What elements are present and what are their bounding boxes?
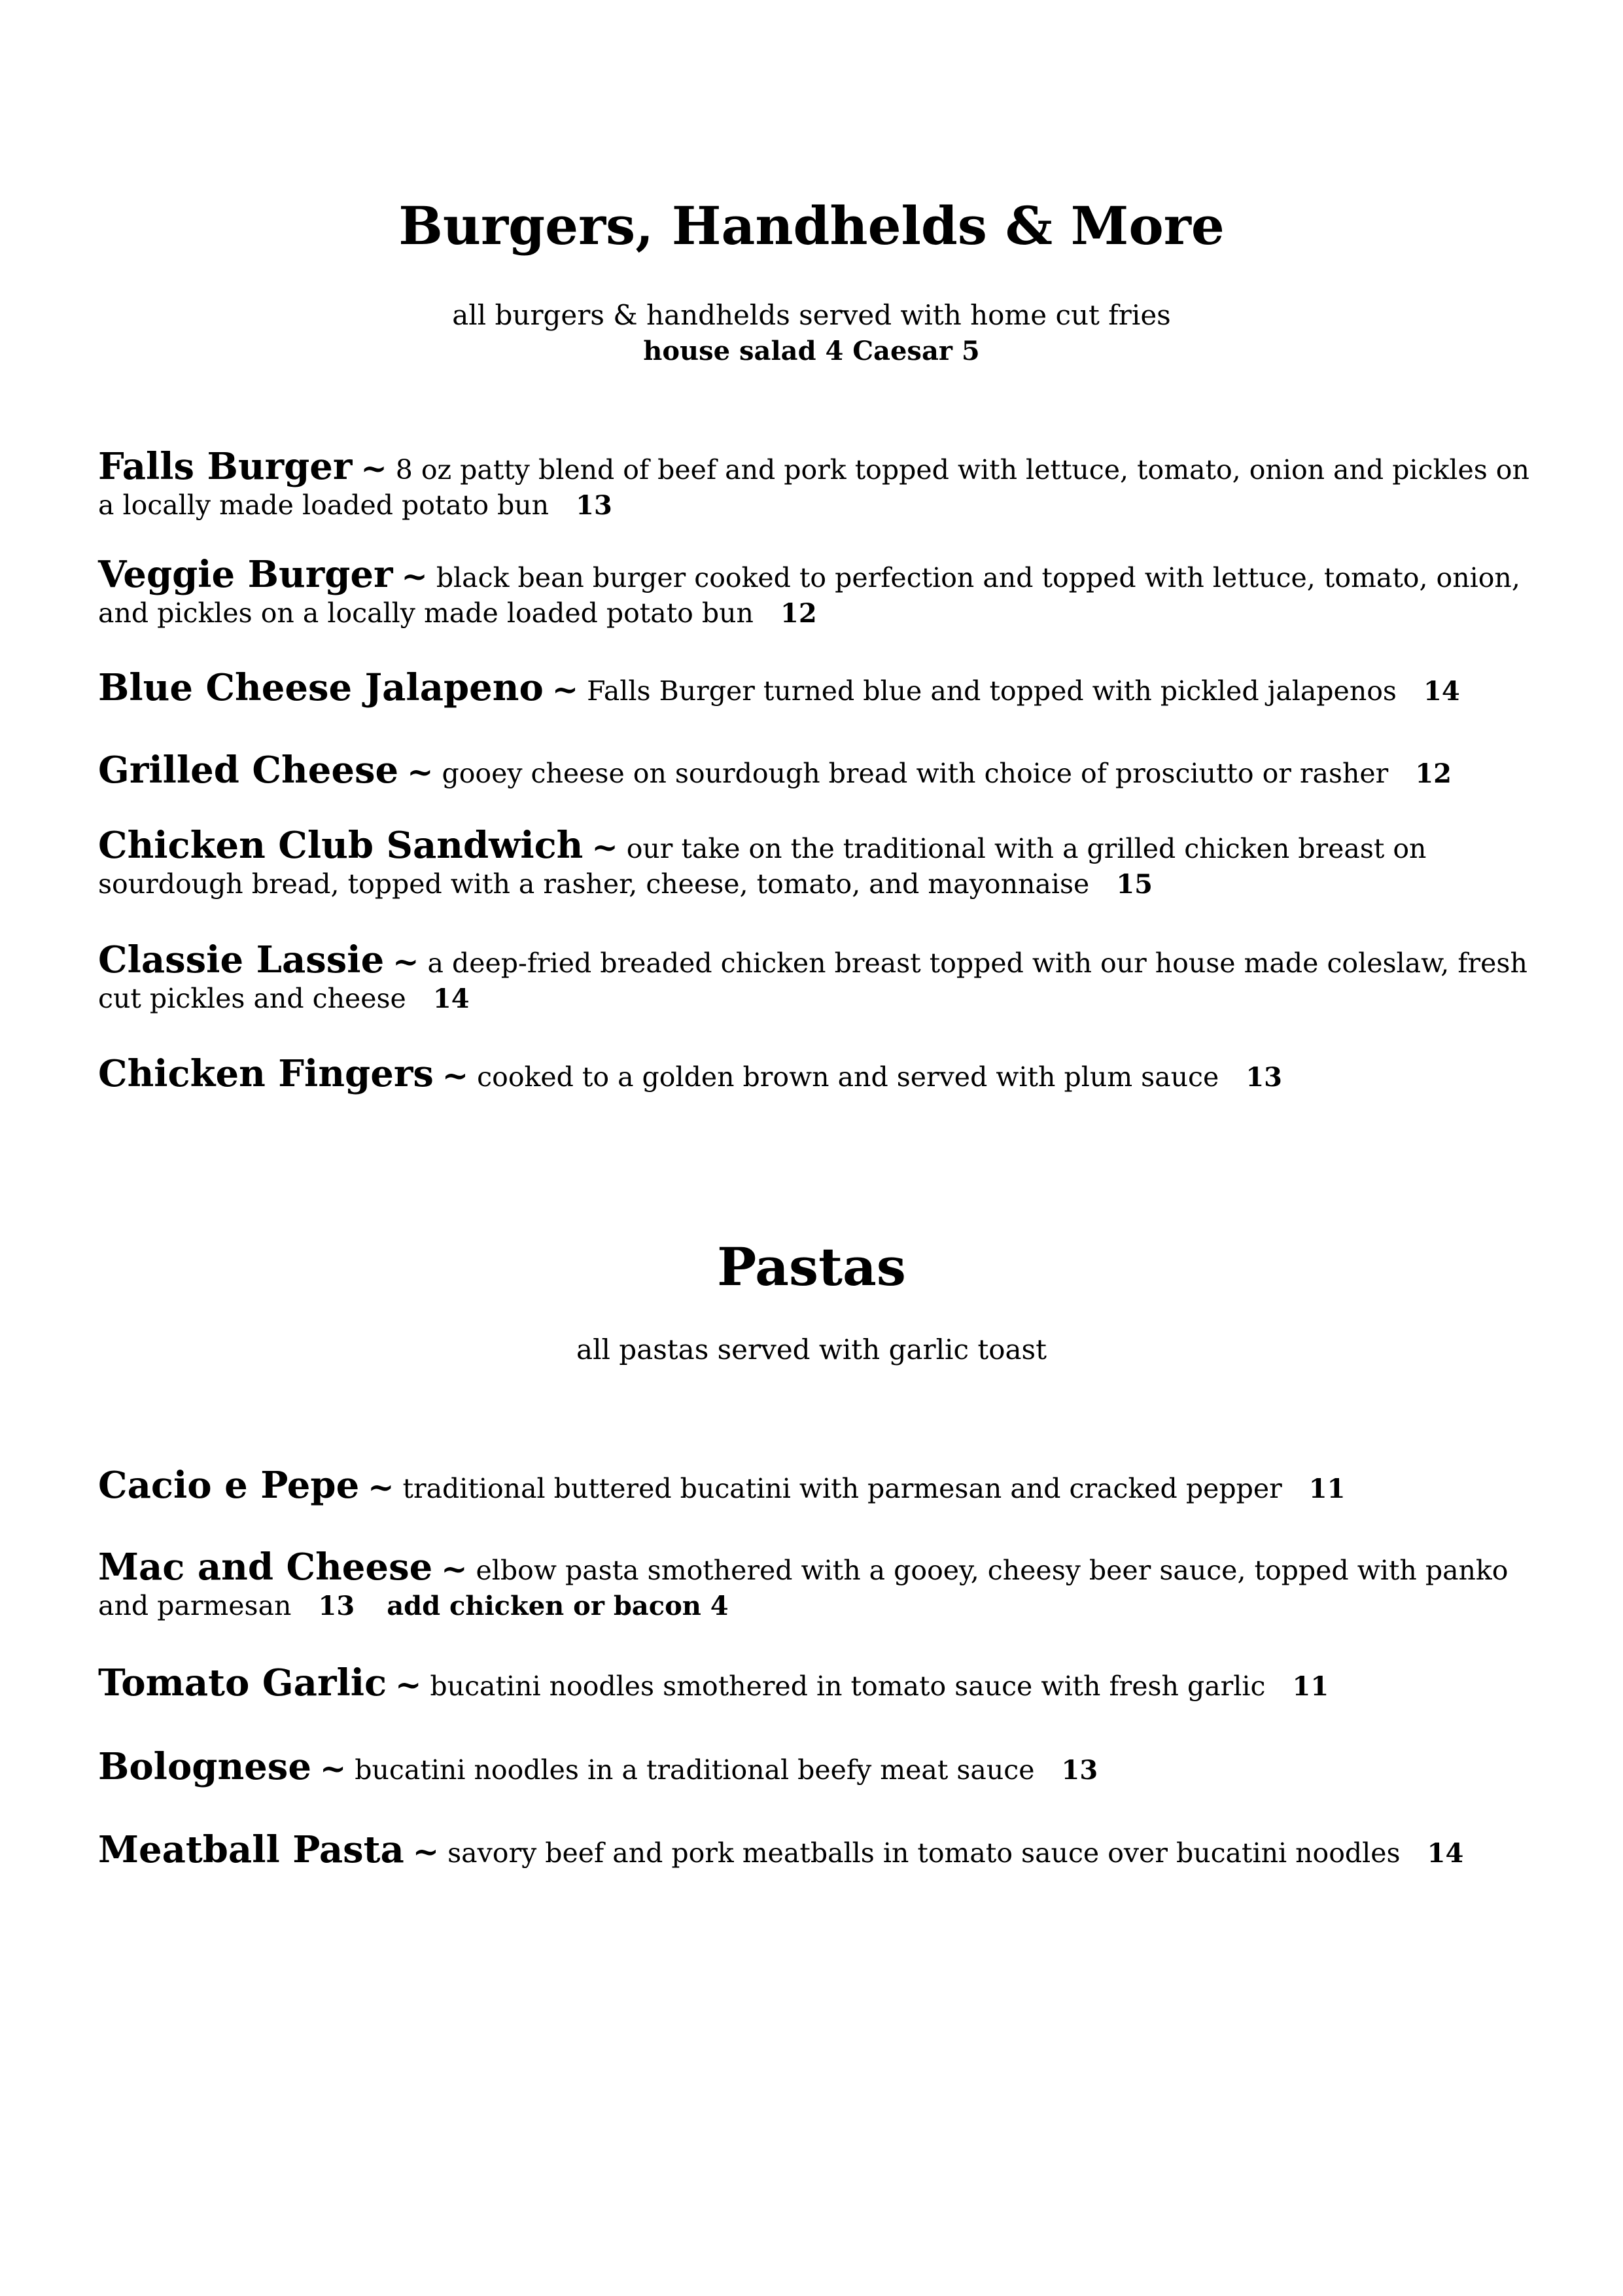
item-name: Tomato Garlic (98, 1661, 387, 1704)
item-price: 11 (1308, 1474, 1346, 1504)
item-description: traditional buttered bucatini with parmesan and cracked pepper (402, 1473, 1282, 1504)
menu-item-tomato-garlic (98, 1661, 1537, 1704)
pastas-section-note: all pastas served with garlic toast (576, 1333, 1047, 1366)
menu-item-classie-lassie (98, 938, 1537, 1017)
item-separator: ~ (401, 558, 428, 595)
item-price: 13 (576, 490, 612, 521)
menu-item-chicken-club-sandwich (98, 824, 1537, 902)
item-name: Cacio e Pepe (98, 1464, 360, 1507)
menu-item-mac-and-cheese (98, 1545, 1537, 1624)
menu-item-meatball-pasta (98, 1828, 1537, 1871)
item-price: 14 (432, 983, 470, 1014)
item-separator: ~ (412, 1833, 440, 1870)
item-separator: ~ (441, 1551, 468, 1587)
item-price: 13 (1061, 1755, 1098, 1786)
item-name: Chicken Club Sandwich (98, 824, 584, 867)
item-separator: ~ (393, 944, 419, 980)
item-price: 12 (780, 598, 817, 629)
item-description: bucatini noodles smothered in tomato sauce with fresh garlic (430, 1670, 1266, 1702)
item-description: black bean burger cooked to perfection and topped with lettuce, tomato, onion, and pickles on a locally made loaded potato bun (98, 562, 1520, 629)
item-name: Chicken Fingers (98, 1052, 434, 1095)
item-separator: ~ (368, 1469, 394, 1506)
item-description: gooey cheese on sourdough bread with choice of prosciutto or rasher (442, 758, 1389, 789)
item-description: a deep-fried breaded chicken breast topped with our house made coleslaw, fresh cut pickles and cheese (98, 947, 1527, 1014)
item-price: 12 (1415, 758, 1452, 789)
item-price: 13 (318, 1591, 355, 1621)
item-separator: ~ (360, 450, 387, 487)
item-name: Grilled Cheese (98, 749, 399, 792)
item-description: elbow pasta smothered with a gooey, cheesy beer sauce, topped with panko and parmesan (98, 1555, 1509, 1621)
item-description: our take on the traditional with a grilled chicken breast on sourdough bread, topped with a rasher, cheese, tomato, and mayonnaise (98, 833, 1427, 900)
item-separator: ~ (320, 1750, 347, 1787)
burgers-section-title: Burgers, Handhelds & More (398, 195, 1225, 256)
menu-item-cacio-e-pepe (98, 1464, 1537, 1507)
pastas-section-title: Pastas (717, 1236, 906, 1298)
item-description: 8 oz patty blend of beef and pork topped with lettuce, tomato, onion and pickles on a locally made loaded potato bun (98, 454, 1529, 521)
burgers-section-note: all burgers & handhelds served with home cut fries (452, 299, 1171, 331)
item-separator: ~ (407, 754, 434, 790)
menu-item-falls-burger (98, 445, 1537, 523)
item-name: Classie Lassie (98, 938, 385, 981)
item-separator: ~ (395, 1667, 422, 1703)
item-separator: ~ (551, 671, 579, 708)
item-name: Mac and Cheese (98, 1545, 433, 1589)
burgers-sides-note: house salad 4 Caesar 5 (643, 336, 980, 366)
item-add-on: add chicken or bacon 4 (387, 1591, 729, 1621)
item-description: cooked to a golden brown and served with plum sauce (477, 1061, 1219, 1093)
menu-item-veggie-burger (98, 553, 1537, 631)
item-price: 13 (1246, 1062, 1282, 1093)
item-separator: ~ (591, 829, 618, 866)
menu-item-chicken-fingers (98, 1052, 1537, 1095)
item-name: Meatball Pasta (98, 1828, 404, 1871)
menu-item-grilled-cheese (98, 749, 1537, 792)
item-price: 14 (1427, 1838, 1464, 1869)
item-description: bucatini noodles in a traditional beefy meat sauce (355, 1754, 1035, 1786)
item-description: savory beef and pork meatballs in tomato sauce over bucatini noodles (447, 1837, 1401, 1869)
item-description: Falls Burger turned blue and topped with pickled jalapenos (587, 675, 1397, 707)
item-price: 11 (1292, 1671, 1329, 1702)
item-name: Veggie Burger (98, 553, 393, 596)
item-price: 15 (1116, 869, 1153, 900)
item-separator: ~ (442, 1057, 469, 1094)
item-name: Bolognese (98, 1745, 311, 1788)
menu-item-bolognese (98, 1745, 1537, 1788)
item-price: 14 (1423, 676, 1460, 707)
item-name: Falls Burger (98, 445, 353, 488)
menu-item-blue-cheese-jalapeno (98, 666, 1537, 709)
item-name: Blue Cheese Jalapeno (98, 666, 544, 709)
